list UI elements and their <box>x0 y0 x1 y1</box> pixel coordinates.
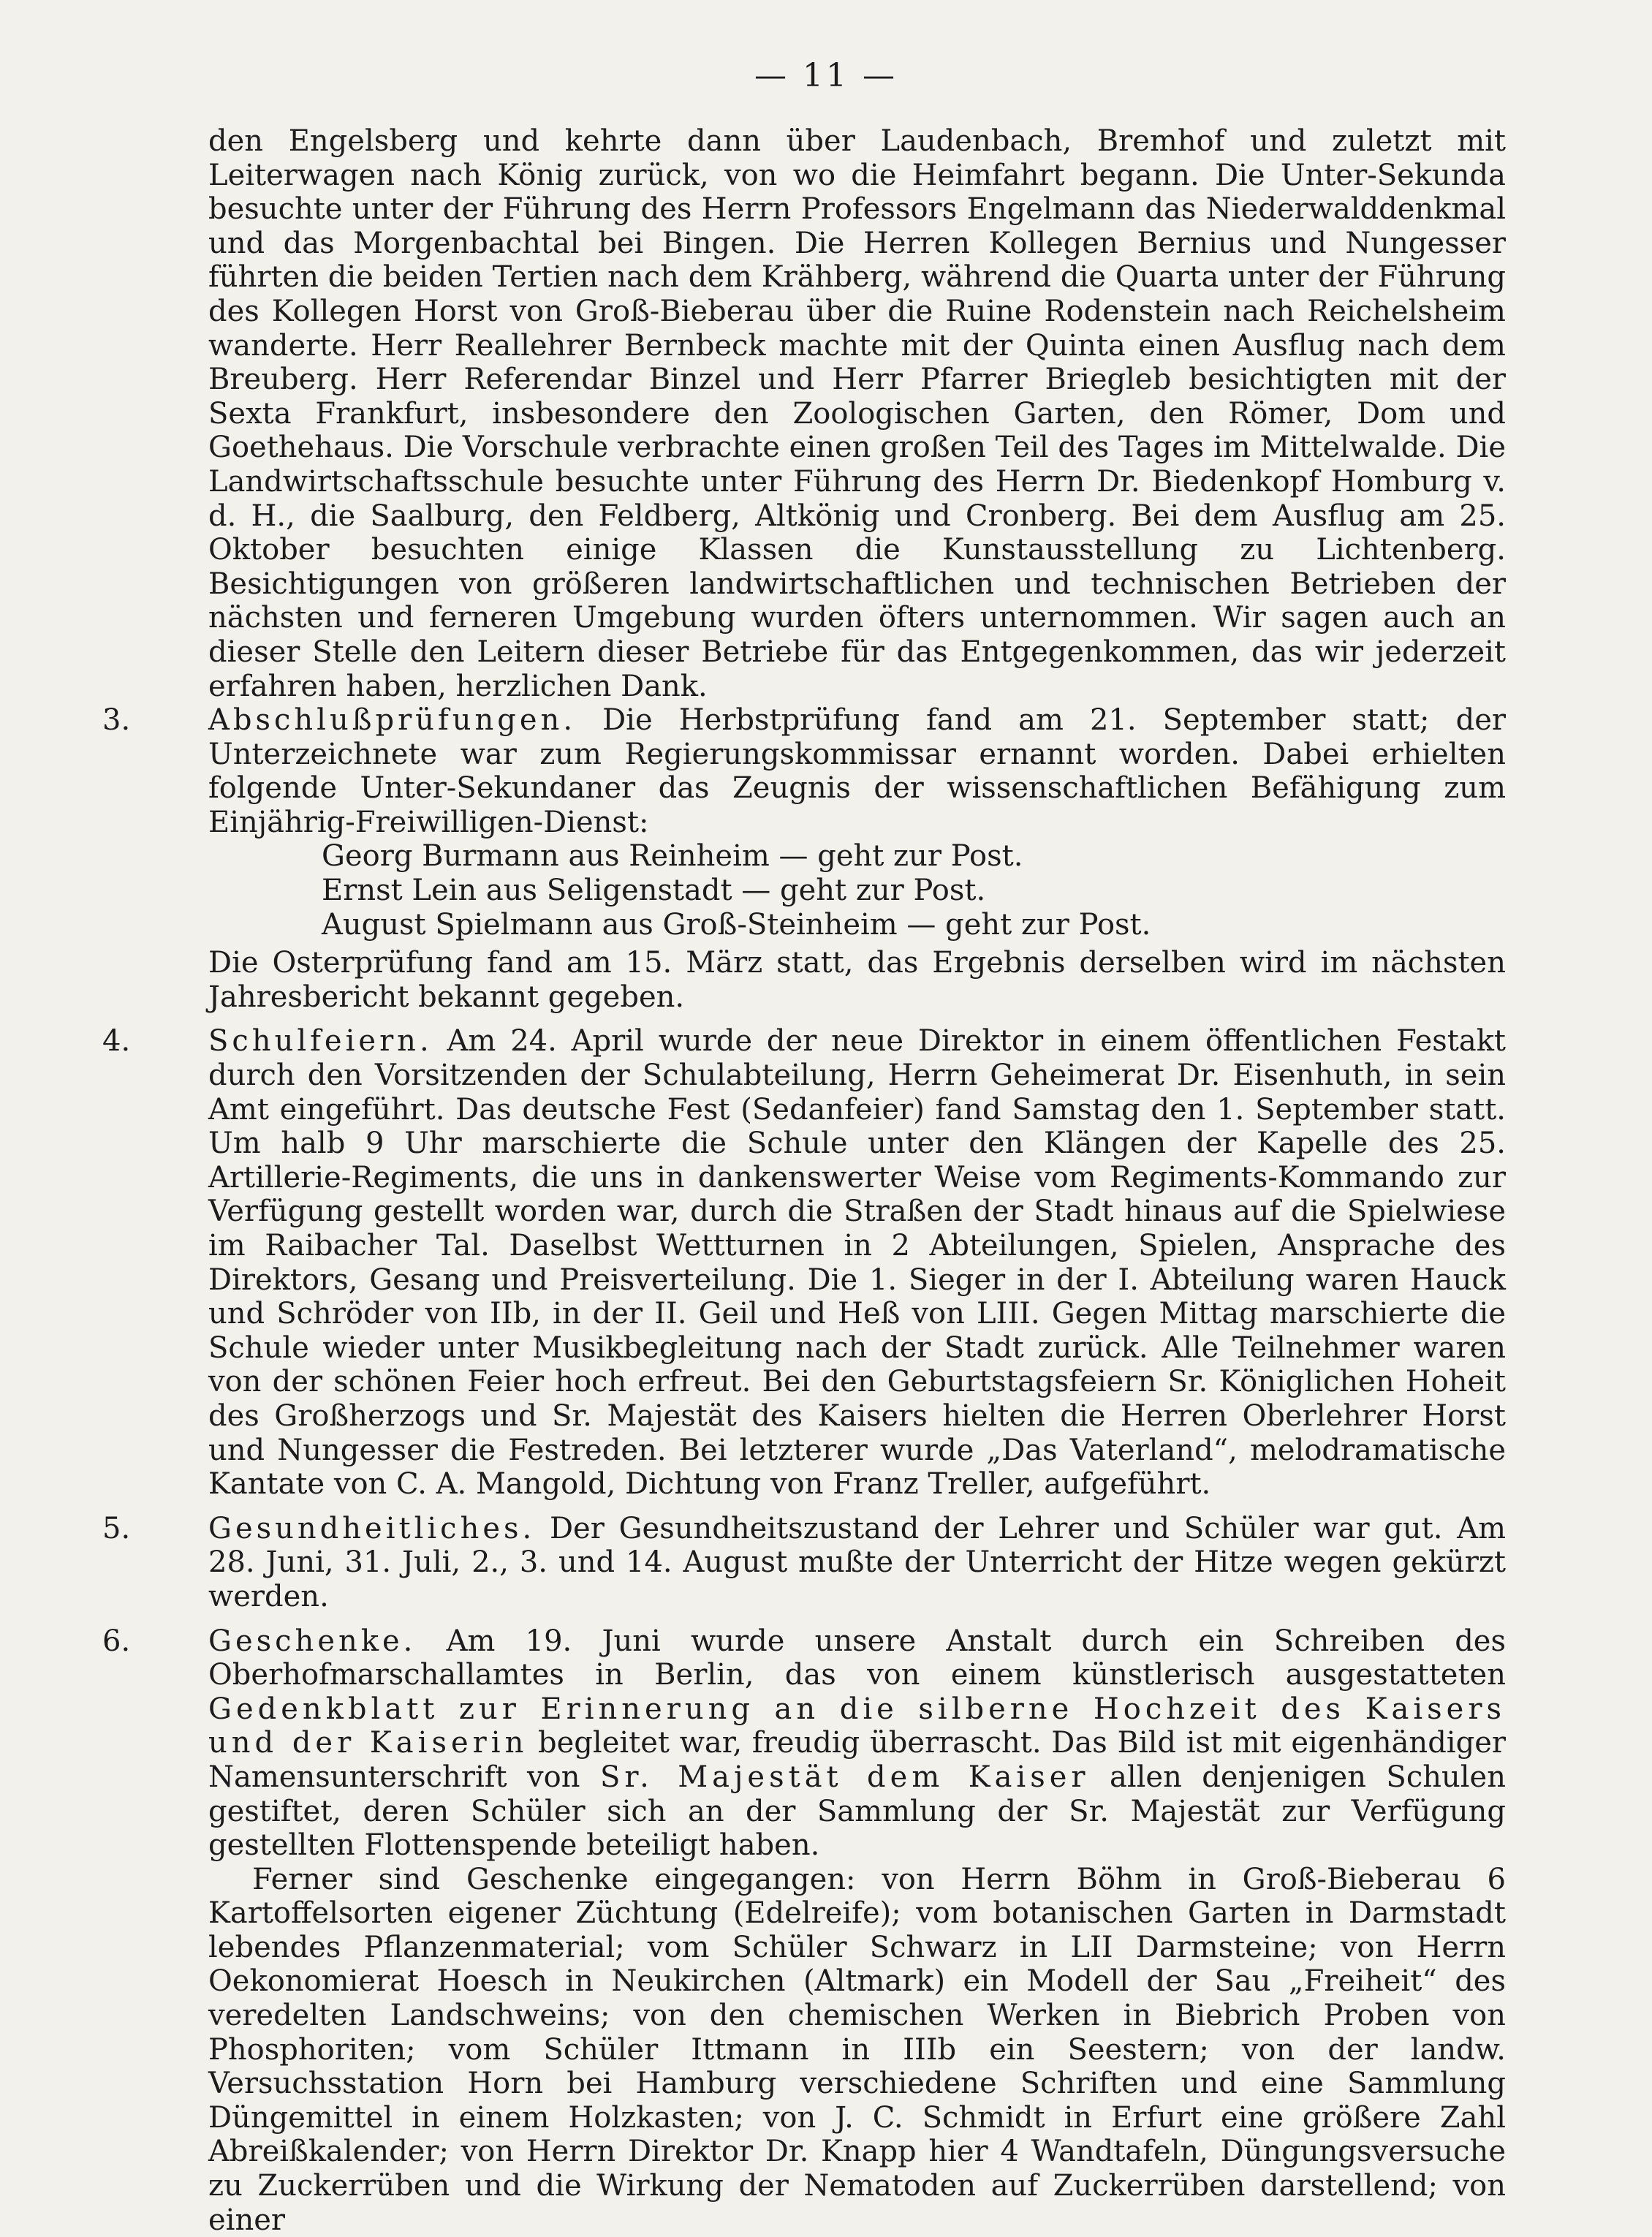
gedenkblatt-text: Gedenkblatt zur Erinnerung an die silberne Hochzeit des Kaisers und der Kaiserin <box>208 1692 1506 1760</box>
graduate-entry: Georg Burmann aus Reinheim — geht zur Post. <box>322 839 1023 874</box>
section-number: 3. <box>102 703 131 738</box>
further-gifts-paragraph: Ferner sind Geschenke eingegangen: von Herrn Böhm in Groß-Bieberau 6 Kartoffelsorten eigener Züchtung (Edelreife); vom botanischen Garten in Darmstadt lebendes Pflanzenmaterial; vom Schüler Schwarz in LII Darmsteine; von Herrn Oekonomierat Hoesch in Neukirchen (Altmark) ein Modell der Sau „Freiheit“ des veredelten Landschweins; von den chemischen Werken in Biebrich Proben von Phosphoriten; vom Schüler Ittmann in IIIb ein Seestern; von der landw. Versuchsstation Horn bei Hamburg verschiedene Schriften und eine Sammlung Düngemittel in einem Holzkasten; von J. C. Schmidt in Erfurt eine größere Zahl Abreißkalender; von Herrn Direktor Dr. Knapp hier 4 Wandtafeln, Düngungsversuche zu Zuckerrüben und die Wirkung der Nematoden auf Zuckerrüben darstellend; von einer <box>208 1862 1506 2237</box>
section-heading: Gesundheitliches. <box>208 1511 536 1545</box>
section-text: begleitet war, freudig überrascht. Das Bild ist mit eigenhändiger Namensunterschrift von <box>208 1726 1506 1794</box>
body-text <box>102 124 1506 2237</box>
graduate-entry: Ernst Lein aus Seligenstadt — geht zur Post. <box>322 874 986 908</box>
graduate-entry: August Spielmann aus Groß-Steinheim — geht zur Post. <box>322 907 1151 942</box>
section-number: 4. <box>102 1024 131 1059</box>
majestaet-text: Sr. Majestät dem Kaiser <box>599 1760 1090 1794</box>
section-text: Am 19. Juni wurde unsere Anstalt durch ein Schreiben des Oberhofmarschallamtes in Berlin, das von einem künstlerisch ausgestatteten <box>208 1624 1507 1692</box>
section-text: Am 24. April wurde der neue Direktor in einem öffentlichen Festakt durch den Vorsitzenden der Schulabteilung, Herrn Geheimerat Dr. Eisenhuth, in sein Amt eingeführt. Das deutsche Fest (Sedanfeier) fand Samstag den 1. September statt. Um halb 9 Uhr marschierte die Schule unter den Klängen der Kapelle des 25. Artillerie-Regiments, die uns in dankenswerter Weise vom Regiments-Kommando zur Verfügung gestellt worden war, durch die Straßen der Stadt hinaus auf die Spielwiese im Raibacher Tal. Daselbst Wettturnen in 2 Abteilungen, Spielen, Ansprache des Direktors, Gesang und Preisverteilung. Die 1. Sieger in der I. Abteilung waren Hauck und Schröder von IIb, in der II. Geil und Heß von LIII. Gegen Mittag marschierte die Schule wieder unter Musikbegleitung nach der Stadt zurück. Alle Teilnehmer waren von der schönen Feier hoch erfreut. Bei den Geburtstagsfeiern Sr. Königlichen Hoheit des Großherzogs und Sr. Majestät des Kaisers hielten die Herren Oberlehrer Horst und Nungesser die Festreden. Bei letzterer wurde „Das Vaterland“, melodramatische Kantate von C. A. Mangold, Dichtung von Franz Treller, aufgeführt. <box>208 1024 1507 1502</box>
section-heading: Abschlußprüfungen. <box>208 703 577 738</box>
section-number: 5. <box>102 1511 131 1545</box>
section-number: 6. <box>102 1624 131 1658</box>
osterpruefung-paragraph: Die Osterprüfung fand am 15. März statt, das Ergebnis derselben wird im nächsten Jahresbericht bekannt gegeben. <box>208 946 1506 1014</box>
section-text: Der Gesundheitszustand der Lehrer und Schüler war gut. Am 28. Juni, 31. Juli, 2., 3. und 14. August mußte der Unterricht der Hitze wegen gekürzt werden. <box>208 1511 1506 1613</box>
graduate-list <box>322 839 1506 942</box>
section-gesundheitliches <box>102 1511 1506 1614</box>
section-text: Die Herbstprüfung fand am 21. September statt; der Unterzeichnete war zum Regierungskommissar ernannt worden. Dabei erhielten folgende Unter-Sekundaner das Zeugnis der wissenschaftlichen Befähigung zum Einjährig-Freiwilligen-Dienst: <box>208 703 1506 839</box>
section-geschenke <box>102 1624 1507 1863</box>
section-heading: Geschenke. <box>208 1624 417 1658</box>
continuation-paragraph: den Engelsberg und kehrte dann über Laudenbach, Bremhof und zuletzt mit Leiterwagen nach König zurück, von wo die Heimfahrt begann. Die Unter-Sekunda besuchte unter der Führung des Herrn Professors Engelmann das Niederwalddenkmal und das Morgenbachtal bei Bingen. Die Herren Kollegen Bernius und Nungesser führten die beiden Tertien nach dem Krähberg, während die Quarta unter der Führung des Kollegen Horst von Groß-Bieberau über die Ruine Rodenstein nach Reichelsheim wanderte. Herr Reallehrer Bernbeck machte mit der Quinta einen Ausflug nach dem Breuberg. Herr Referendar Binzel und Herr Pfarrer Briegleb besichtigten mit der Sexta Frankfurt, insbesondere den Zoologischen Garten, den Römer, Dom und Goethehaus. Die Vorschule verbrachte einen großen Teil des Tages im Mittelwalde. Die Landwirtschaftsschule besuchte unter Führung des Herrn Dr. Biedenkopf Homburg v. d. H., die Saalburg, den Feldberg, Altkönig und Cronberg. Bei dem Ausflug am 25. Oktober besuchten einige Klassen die Kunstausstellung zu Lichtenberg. Besichtigungen von größeren landwirtschaftlichen und technischen Betrieben der nächsten und ferneren Umgebung wurden öfters unternommen. Wir sagen auch an dieser Stelle den Leitern dieser Betriebe für das Entgegenkommen, das wir jederzeit erfahren haben, herzlichen Dank. <box>208 124 1506 703</box>
section-abschlusspruefungen <box>102 703 1506 839</box>
section-heading: Schulfeiern. <box>208 1024 433 1059</box>
section-text: allen denjenigen Schulen gestiftet, deren Schüler sich an der Sammlung der Sr. Majestät zur Verfügung gestellten Flottenspende beteiligt haben. <box>208 1760 1506 1863</box>
page-number: — 11 — <box>754 57 898 94</box>
section-schulfeiern <box>102 1024 1507 1502</box>
